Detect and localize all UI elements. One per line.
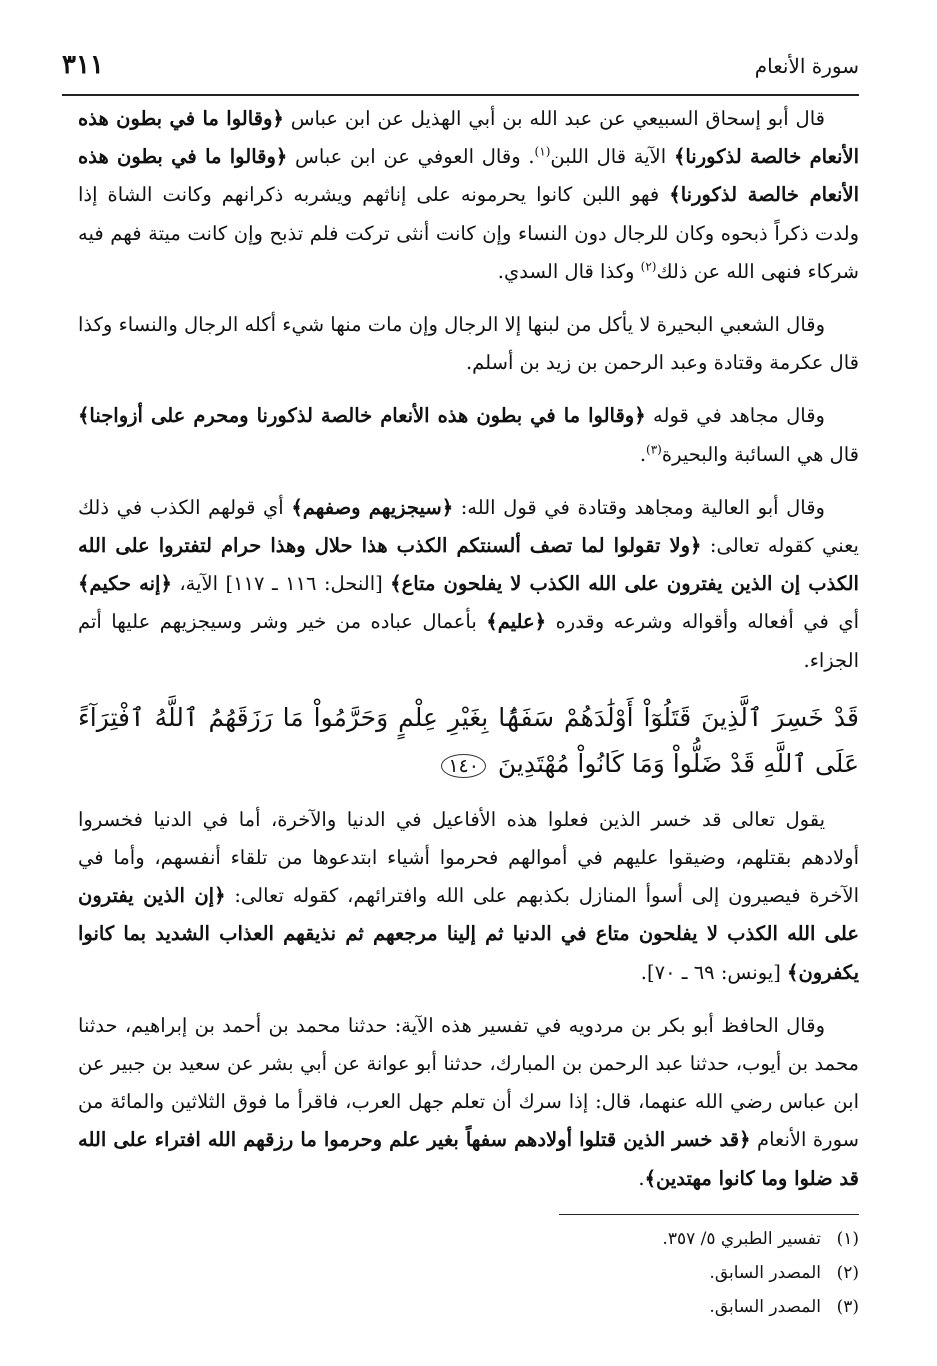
page-number: ٣١١ <box>62 50 104 80</box>
quote-text: ﴿إنه حكيم﴾ <box>78 572 172 596</box>
verse-text: قَدْ خَسِرَ ٱلَّذِينَ قَتَلُوٓاْ أَوْلَٰدَهُمْ سَفَهًۢا بِغَيْرِ عِلْمٍ وَحَرَّمُواْ مَا رَزَقَهُمُ ٱللَّهُ ٱفْتِرَآءً عَلَى ٱللَّهِ قَدْ ضَلُّواْ وَمَا كَانُواْ مُهْتَدِينَ <box>78 702 859 778</box>
footnote-item <box>78 1290 859 1324</box>
quote-text: ﴿عليم﴾ <box>486 610 547 634</box>
quran-verse <box>78 695 859 789</box>
footnote-ref: (٣) <box>646 442 662 457</box>
body-text: . <box>638 1166 645 1190</box>
quote-text: ﴿قد خسر الذين قتلوا أولادهم سفهاً بغير علم وحرموا ما رزقهم الله افتراء على الله قد ضلوا وما كانوا مهتدين﴾ <box>78 1128 859 1190</box>
footnote-number: (٢) <box>836 1263 859 1283</box>
body-text: [يونس: ٦٩ ـ ٧٠]. <box>640 960 788 984</box>
body-text: وكذا قال السدي. <box>497 259 641 283</box>
paragraph <box>78 1007 859 1198</box>
quote-text: ﴿ولا تقولوا لما تصف ألسنتكم الكذب هذا حلال وهذا حرام لتفتروا على الله الكذب إن الذين يفترون على الله الكذب لا يفلحون متاع﴾ <box>78 534 859 596</box>
body-text: وقال مجاهد في قوله <box>645 404 825 428</box>
quote-text: ﴿وقالوا ما في بطون هذه الأنعام خالصة لذكورنا ومحرم على أزواجنا﴾ <box>78 404 646 428</box>
paragraph <box>78 489 859 680</box>
body-text: وقال الحافظ أبو بكر بن مردويه في تفسير هذه الآية: حدثنا محمد بن أحمد بن إبراهيم، حدثنا محمد بن أيوب، حدثنا عبد الرحمن بن المبارك، حدثنا أبو عوانة عن أبي بشر عن سعيد بن جبير عن ابن عباس رضي الله عنهما، قال: إذا سرك أن تعلم جهل العرب، فاقرأ ما فوق الثلاثين والمائة من سورة الأنعام <box>78 1013 859 1152</box>
quote-text: ﴿إن الذين يفترون على الله الكذب لا يفلحون متاع في الدنيا ثم إلينا مرجعهم ثم نذيقهم العذاب الشديد بما كانوا يكفرون﴾ <box>78 884 859 984</box>
body-text: بأعمال عباده من خير وشر وسيجزيهم عليها أتم الجزاء. <box>78 610 859 672</box>
body-text: وقال الشعبي البحيرة لا يأكل من لبنها إلا الرجال وإن مات منها شيء أكله الرجال والنساء وكذا قال عكرمة وقتادة وعبد الرحمن بن زيد بن أسلم. <box>78 313 859 375</box>
page-header <box>62 48 859 92</box>
quote-text: ﴿سيجزيهم وصفهم﴾ <box>291 495 454 519</box>
footnote-text: تفسير الطبري ٥/ ٣٥٧. <box>662 1229 821 1249</box>
body-text: [النحل: ١١٦ ـ ١١٧] الآية، <box>171 572 391 596</box>
surah-title: سورة الأنعام <box>754 54 859 78</box>
body-text: الآية قال اللبن <box>550 145 674 169</box>
paragraph <box>78 801 859 992</box>
footnote-number: (١) <box>836 1229 859 1249</box>
footnote-rule <box>559 1214 859 1215</box>
footnote-ref: (١) <box>534 144 551 159</box>
paragraph <box>78 306 859 382</box>
footnote-text: المصدر السابق. <box>709 1297 821 1317</box>
footnote-number: (٣) <box>836 1297 859 1317</box>
footnote-text: المصدر السابق. <box>709 1263 821 1283</box>
footnote-ref: (٢) <box>640 259 657 274</box>
body-text: وقال أبو العالية ومجاهد وقتادة في قول الله: <box>453 495 825 519</box>
footnotes <box>78 1222 859 1324</box>
paragraphs-group-2 <box>78 801 859 1198</box>
page-body <box>78 100 859 1213</box>
body-text: يقول تعالى قد خسر الذين فعلوا هذه الأفاعيل في الدنيا والآخرة، أما في الدنيا فخسروا أولادهم بقتلهم، وضيقوا عليهم في أموالهم فحرموا أشياء ابتدعوها من تلقاء أنفسهم، وأما في الآخرة فيصيرون إلى أسوأ المنازل بكذبهم على الله وافترائهم، كقوله تعالى: <box>78 807 860 908</box>
body-text: قال هي السائبة والبحيرة <box>661 442 859 466</box>
body-text: أي في أفعاله وأقواله وشرعه وقدره <box>546 610 859 634</box>
paragraph <box>78 397 859 473</box>
paragraph <box>78 100 859 291</box>
body-text: قال أبو إسحاق السبيعي عن عبد الله بن أبي الهذيل عن ابن عباس <box>283 107 825 130</box>
quote-text: ﴿وقالوا ما في بطون هذه الأنعام خالصة لذكورنا﴾ <box>78 145 859 207</box>
body-text: . وقال العوفي عن ابن عباس <box>287 145 535 169</box>
body-text: فهو اللبن كانوا يحرمونه على إناثهم ويشربه ذكرانهم وكانت الشاة إذا ولدت ذكراً ذبحوه وكان للرجال دون النساء وإن كانت أنثى تركت فلم تذبح وإن كانت ميتة فهم فيه شركاء فنهى الله عن ذلك <box>78 183 859 283</box>
header-rule <box>62 94 859 96</box>
footnote-item <box>78 1222 859 1256</box>
paragraphs-group-1 <box>78 100 859 680</box>
footnote-item <box>78 1256 859 1290</box>
body-text: . <box>639 442 647 466</box>
verse-number: ١٤٠ <box>441 754 486 778</box>
quote-text: ﴿وقالوا ما في بطون هذه الأنعام خالصة لذكورنا﴾ <box>78 107 859 169</box>
body-text: أي قولهم الكذب في ذلك يعني كقوله تعالى: <box>78 495 859 558</box>
